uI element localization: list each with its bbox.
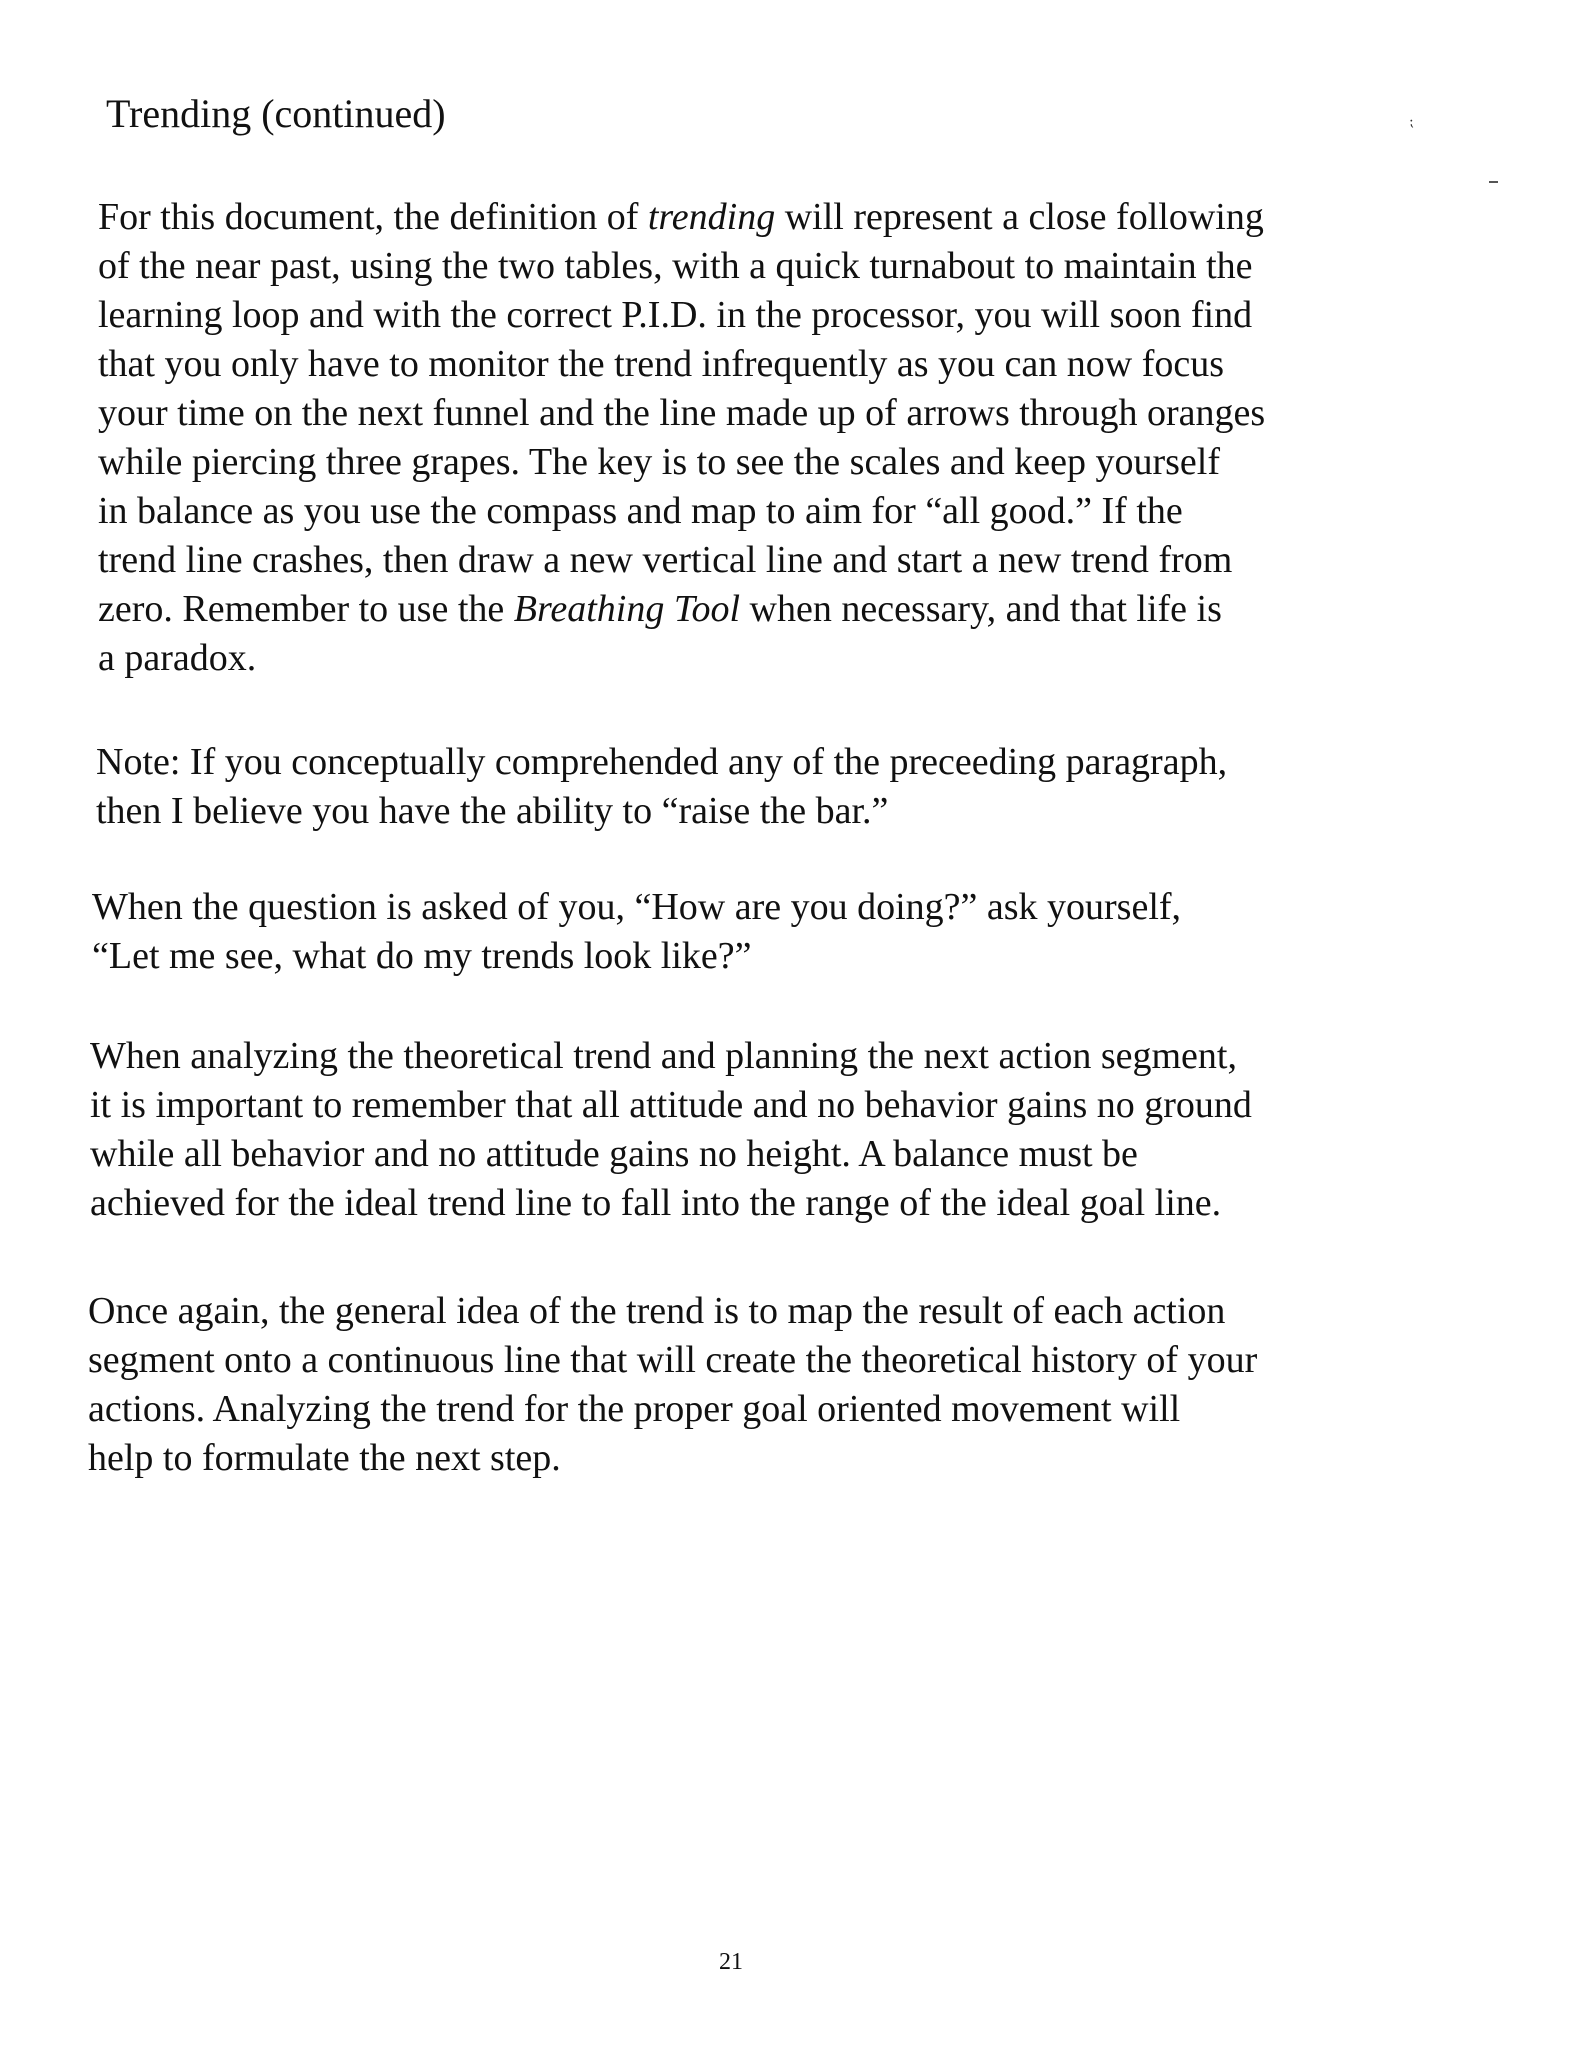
page-heading: Trending (continued): [106, 91, 446, 136]
text-line: in balance as you use the compass and map to aim for “all good.” If the: [98, 490, 1183, 532]
text-line: your time on the next funnel and the line made up of arrows through oranges: [98, 392, 1266, 434]
text-line: For this document, the definition of trending will represent a close following: [98, 196, 1264, 238]
text-line: When the question is asked of you, “How are you doing?” ask yourself,: [92, 886, 1182, 928]
text-line: When analyzing the theoretical trend and planning the next action segment,: [90, 1035, 1237, 1077]
text-line: while piercing three grapes. The key is to see the scales and keep yourself: [98, 441, 1221, 483]
text-line: while all behavior and no attitude gains no height. A balance must be: [90, 1133, 1138, 1175]
emphasis-breathing-tool: Breathing Tool: [513, 588, 741, 630]
text-line: a paradox.: [98, 637, 257, 679]
text-line: then I believe you have the ability to “raise the bar.”: [96, 790, 889, 832]
paragraph-definition: [98, 193, 1265, 683]
text-line: zero. Remember to use the Breathing Tool when necessary, and that life is: [98, 588, 1222, 630]
text-line: help to formulate the next step.: [88, 1437, 561, 1479]
text-line: achieved for the ideal trend line to fall into the range of the ideal goal line.: [90, 1182, 1222, 1224]
text-line: Once again, the general idea of the trend is to map the result of each action: [88, 1290, 1226, 1332]
text-line: that you only have to monitor the trend infrequently as you can now focus: [98, 343, 1225, 385]
paragraph-note: [96, 738, 1227, 836]
text-line: actions. Analyzing the trend for the proper goal oriented movement will: [88, 1388, 1181, 1430]
paragraph-analysis: [90, 1032, 1252, 1228]
emphasis-trending: trending: [647, 196, 776, 238]
text-line: learning loop and with the correct P.I.D. in the processor, you will soon find: [98, 294, 1253, 336]
text-line: “Let me see, what do my trends look like?”: [92, 935, 752, 977]
scan-artifact-mark: ⁏: [1409, 115, 1414, 130]
paragraph-summary: [88, 1287, 1257, 1483]
text-line: Note: If you conceptually comprehended any of the preceeding paragraph,: [96, 741, 1228, 783]
page-number: 21: [719, 1949, 743, 1975]
text-line: segment onto a continuous line that will create the theoretical history of your: [88, 1339, 1258, 1381]
scan-artifact-dash: [1489, 181, 1498, 183]
text-line: of the near past, using the two tables, with a quick turnabout to maintain the: [98, 245, 1253, 287]
text-line: trend line crashes, then draw a new vertical line and start a new trend from: [98, 539, 1233, 581]
paragraph-question: [92, 883, 1181, 981]
text-line: it is important to remember that all attitude and no behavior gains no ground: [90, 1084, 1252, 1126]
